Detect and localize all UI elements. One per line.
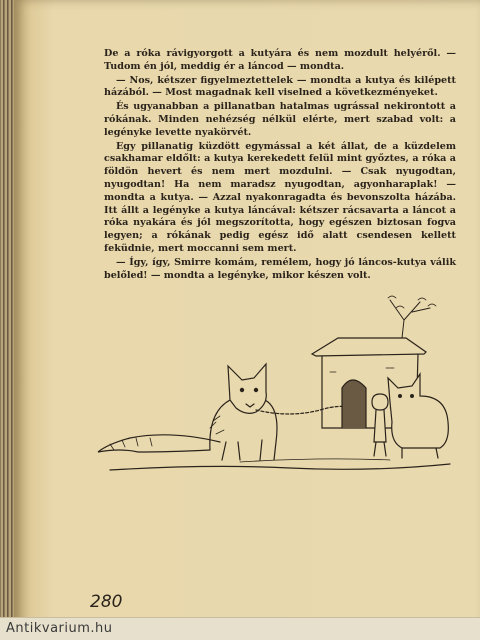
boy	[372, 394, 388, 442]
watermark: Antikvarium.hu	[0, 617, 480, 640]
book-edge	[0, 0, 14, 640]
ground-line	[240, 459, 390, 462]
dog	[388, 374, 448, 448]
page-number: 280	[90, 592, 123, 612]
ground-line	[110, 464, 450, 470]
tree	[390, 300, 430, 338]
story-text	[104, 48, 456, 283]
paragraph: Egy pillanatig küzdött egymással a két állat, de a küzdelem csakhamar eldőlt: a kutya kerekedett felül mint győztes, a róka a földön hevert és nem mert mozdulni. — Csak nyugodtan, nyugodtan! Ha nem maradsz nyugodtan, agyonharaplak! — mondta a kutya. — Azzal nyakonragadta és bevonszolta házába. Itt állt a legényke a kutya láncával: kétszer rácsavarta a láncot a róka nyakára és jól megszorította, hogy egészen biztosan fogva legyen; a rókának pedig egész idő alatt csendesen kellett feküdnie, mert moccanni sem mert.	[104, 140, 456, 254]
doghouse	[312, 338, 426, 356]
chain	[256, 406, 352, 414]
fox-head	[228, 364, 266, 413]
paragraph: — Nos, kétszer figyelmeztettelek — mondta a kutya és kilépett házából. — Most magadnak kell viselned a következményeket.	[104, 74, 456, 99]
paragraph: És ugyanabban a pillanatban hatalmas ugrással nekirontott a rókának. Minden nehézség nélkül elérte, mert szabad volt: a legényke levette nyakörvét.	[104, 101, 456, 138]
paragraph: — Így, így, Smirre komám, remélem, hogy jó láncos-kutya válik belőled! — mondta a legényke, mikor készen volt.	[104, 256, 456, 281]
fox-dog-illustration	[90, 292, 460, 482]
paragraph: De a róka rávigyorgott a kutyára és nem mozdult helyéről. — Tudom én jól, meddig ér a láncod — mondta.	[104, 48, 456, 72]
fox-tail	[98, 435, 220, 452]
